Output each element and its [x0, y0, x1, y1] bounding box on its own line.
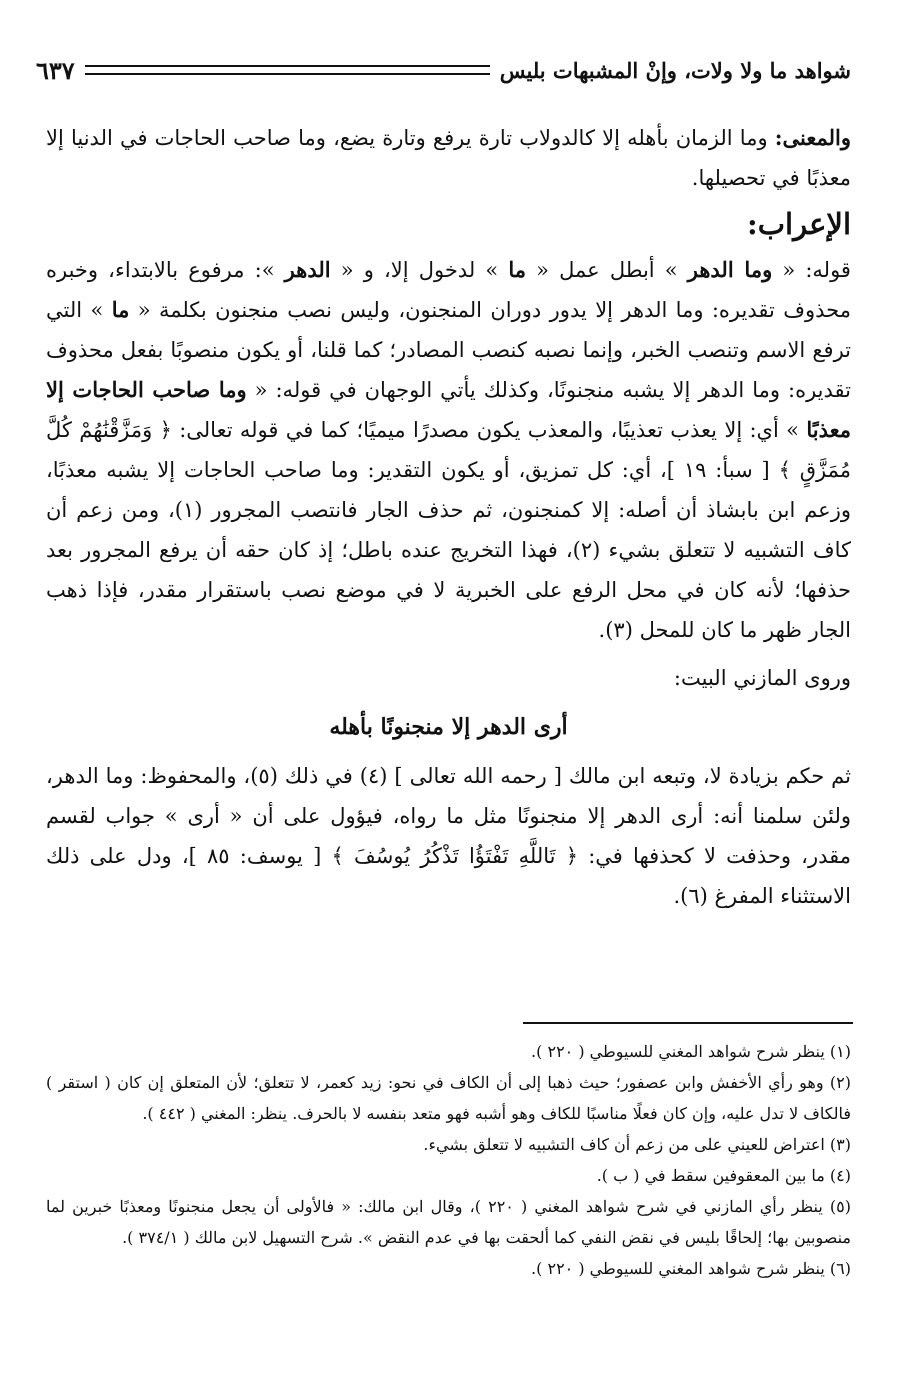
parsing-text: » لدخول إلا، و «	[330, 258, 509, 282]
page-header	[36, 48, 851, 92]
footnotes	[46, 1036, 851, 1284]
parsing-bold: الدهر	[284, 257, 331, 282]
parsing-text: » أي: إلا يعذب تعذيبًا، والمعذب يكون مصدرًا ميميًا؛ كما في قوله تعالى: ﴿ وَمَزَّقْنَٰهُمْ كُلَّ مُمَزَّقٍ ﴾ [ سبأ: ١٩ ]، أي: كل تمزيق، أو يكون التقدير: وما صاحب الحاجات إلا يشبه معذبًا، وزعم ابن بابشاذ أن أصله: إلا كمنجنون، ثم حذف الجار فانتصب المجرور (١)، ومن زعم أن كاف التشبيه لا تتعلق بشيء (٢)، فهذا التخريج عنده باطل؛ إذ كان حقه أن يرفع المجرور بعد حذفها؛ لأنه كان في محل الرفع على الخبرية لا في موضع نصب باستقرار مقدر، فإذا ذهب الجار ظهر ما كان للمحل (٣).	[46, 418, 852, 642]
main-text	[46, 118, 851, 916]
footnote: (٥) ينظر رأي المازني في شرح شواهد المغني ( ٢٢٠ )، وقال ابن مالك: « فالأولى أن يجعل منجنونًا ومعذبًا خبرين لما منصوبين بها؛ إلحاقًا بليس في نقض النفي كما ألحقت بها في عدم النقض ». شرح التسهيل لابن مالك ( ٣٧٤/١ ).	[46, 1197, 852, 1247]
parsing-text: » أبطل عمل «	[526, 258, 688, 282]
ruling-paragraph: ثم حكم بزيادة لا، وتبعه ابن مالك [ رحمه الله تعالى ] (٤) في ذلك (٥)، والمحفوظ: وما الدهر، ولئن سلمنا أنه: أرى الدهر إلا منجنونًا مثل ما رواه، فيؤول على أن « أرى » جواب لقسم مقدر، وحذفت لا كحذفها في: ﴿ تَاللَّهِ تَفْتَؤُا تَذْكُرُ يُوسُفَ ﴾ [ يوسف: ٨٥ ]، ودل على ذلك الاستثناء المفرغ (٦).	[46, 764, 851, 908]
meaning-label: والمعنى:	[774, 125, 851, 150]
page-number: ٦٣٧	[36, 55, 75, 85]
parsing-text: » التي ترفع الاسم وتنصب الخبر، وإنما نصبه كنصب المصادر؛ كما قلنا، أو يكون منصوبًا بفعل محذوف تقديره: وما الدهر إلا يشبه منجنونًا، وكذلك يأتي الوجهان في قوله: «	[46, 298, 851, 402]
parsing-bold: ما	[508, 257, 526, 282]
footnote: (٦) ينظر شرح شواهد المغني للسيوطي ( ٢٢٠ ).	[531, 1259, 851, 1278]
parsing-bold: وما صاحب الحاجات إلا معذبًا	[46, 377, 851, 442]
parsing-bold: ما	[111, 297, 130, 322]
meaning-text: وما الزمان بأهله إلا كالدولاب تارة يرفع وتارة يضع، وما صاحب الحاجات في الدنيا إلا معذبًا في تحصيلها.	[46, 126, 851, 190]
parsing-text: قوله: «	[772, 258, 851, 282]
parsing-text: »: مرفوع بالابتداء، وخبره محذوف تقديره: وما الدهر إلا يدور دوران المنجنون، وليس نصب منجنون بكلمة «	[46, 258, 851, 322]
parsing-bold: وما الدهر	[687, 257, 773, 282]
footnote: (٢) وهو رأي الأخفش وابن عصفور؛ حيث ذهبا إلى أن الكاف في نحو: زيد كعمر، لا تتعلق؛ لأن المتعلق إن كان ( استقر ) فالكاف لا تدل عليه، وإن كان فعلًا مناسبًا للكاف وهو أشبه فهو متعد بنفسه لا بالحرف. ينظر: المغني ( ٤٤٢ ).	[46, 1073, 851, 1123]
footnote-separator	[523, 1022, 853, 1024]
footnote: (١) ينظر شرح شواهد المغني للسيوطي ( ٢٢٠ ).	[531, 1042, 851, 1061]
running-title: شواهد ما ولا ولات، وإنْ المشبهات بليس	[499, 57, 851, 83]
poetry-verse: أرى الدهر إلا منجنونًا بأهله	[329, 714, 568, 740]
footnote: (٣) اعتراض للعيني على من زعم أن كاف التشبيه لا تتعلق بشيء.	[423, 1135, 851, 1154]
footnote: (٤) ما بين المعقوفين سقط في ( ب ).	[596, 1166, 851, 1185]
meaning-paragraph	[46, 118, 851, 198]
mazini-intro: وروى المازني البيت:	[673, 666, 851, 690]
parsing-paragraph	[46, 250, 851, 650]
spacer	[46, 650, 851, 658]
section-heading: الإعراب:	[747, 207, 851, 241]
header-double-rule	[85, 65, 490, 75]
